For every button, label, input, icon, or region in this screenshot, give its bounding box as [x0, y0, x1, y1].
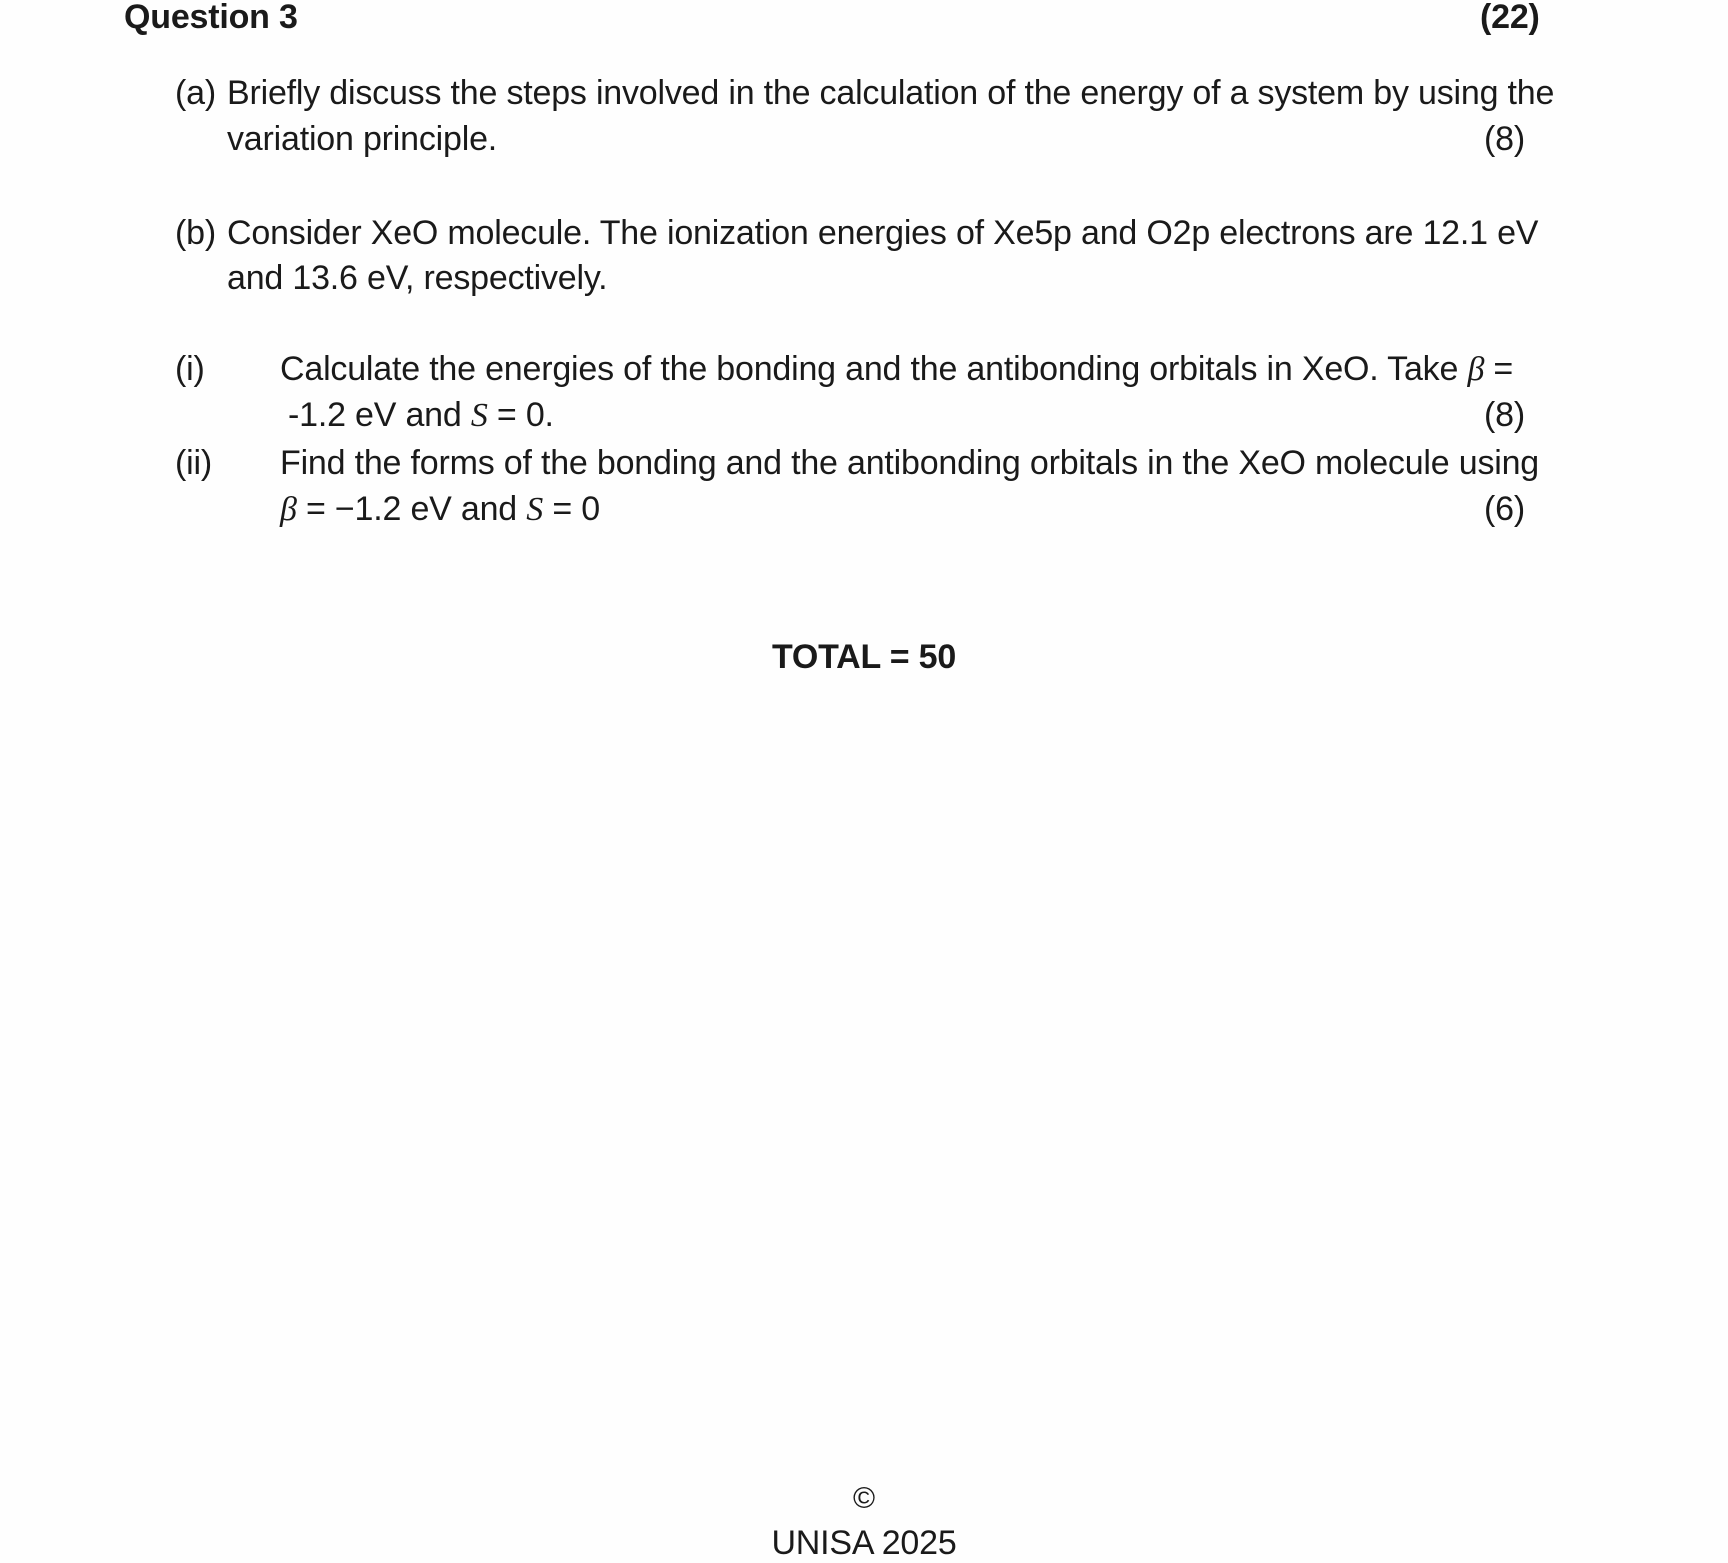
s-symbol: S: [470, 397, 488, 434]
part-ii-s-value: = 0: [552, 490, 600, 528]
part-i-line-2: [288, 396, 554, 435]
part-i-s-value: = 0.: [496, 396, 554, 434]
part-b-line-2: and 13.6 eV, respectively.: [227, 259, 608, 297]
part-i-beta-value: -1.2 eV and: [288, 396, 462, 434]
institution-year: UNISA 2025: [771, 1524, 957, 1562]
s-symbol: S: [526, 491, 544, 528]
part-i-label: (i): [175, 350, 205, 388]
part-ii-marks: (6): [1484, 490, 1525, 528]
part-a-label: (a): [175, 74, 216, 112]
part-a-marks: (8): [1484, 120, 1525, 158]
part-b-line-1: Consider XeO molecule. The ionization energies of Xe5p and O2p electrons are 12.1 eV: [227, 214, 1539, 252]
part-a-line-1: Briefly discuss the steps involved in the calculation of the energy of a system by using the: [227, 74, 1555, 112]
part-i-marks: (8): [1484, 396, 1525, 434]
question-title: Question 3: [124, 0, 298, 36]
part-ii-beta-value: = −1.2 eV and: [305, 490, 518, 528]
part-ii-line-2: [280, 490, 600, 529]
part-a-line-2: variation principle.: [227, 120, 498, 158]
part-ii-label: (ii): [175, 444, 212, 482]
beta-symbol: β: [1467, 351, 1485, 388]
part-b-label: (b): [175, 214, 216, 252]
question-total-marks: (22): [1480, 0, 1540, 36]
equals-sign: =: [1493, 350, 1514, 388]
exam-total: TOTAL = 50: [771, 638, 957, 676]
beta-symbol: β: [280, 491, 297, 528]
part-i-line-1: [280, 350, 1513, 389]
part-ii-line-1: Find the forms of the bonding and the antibonding orbitals in the XeO molecule using: [280, 444, 1540, 482]
copyright-icon: ©: [852, 1482, 876, 1515]
part-i-line-1-text: Calculate the energies of the bonding and the antibonding orbitals in XeO. Take: [280, 350, 1459, 388]
